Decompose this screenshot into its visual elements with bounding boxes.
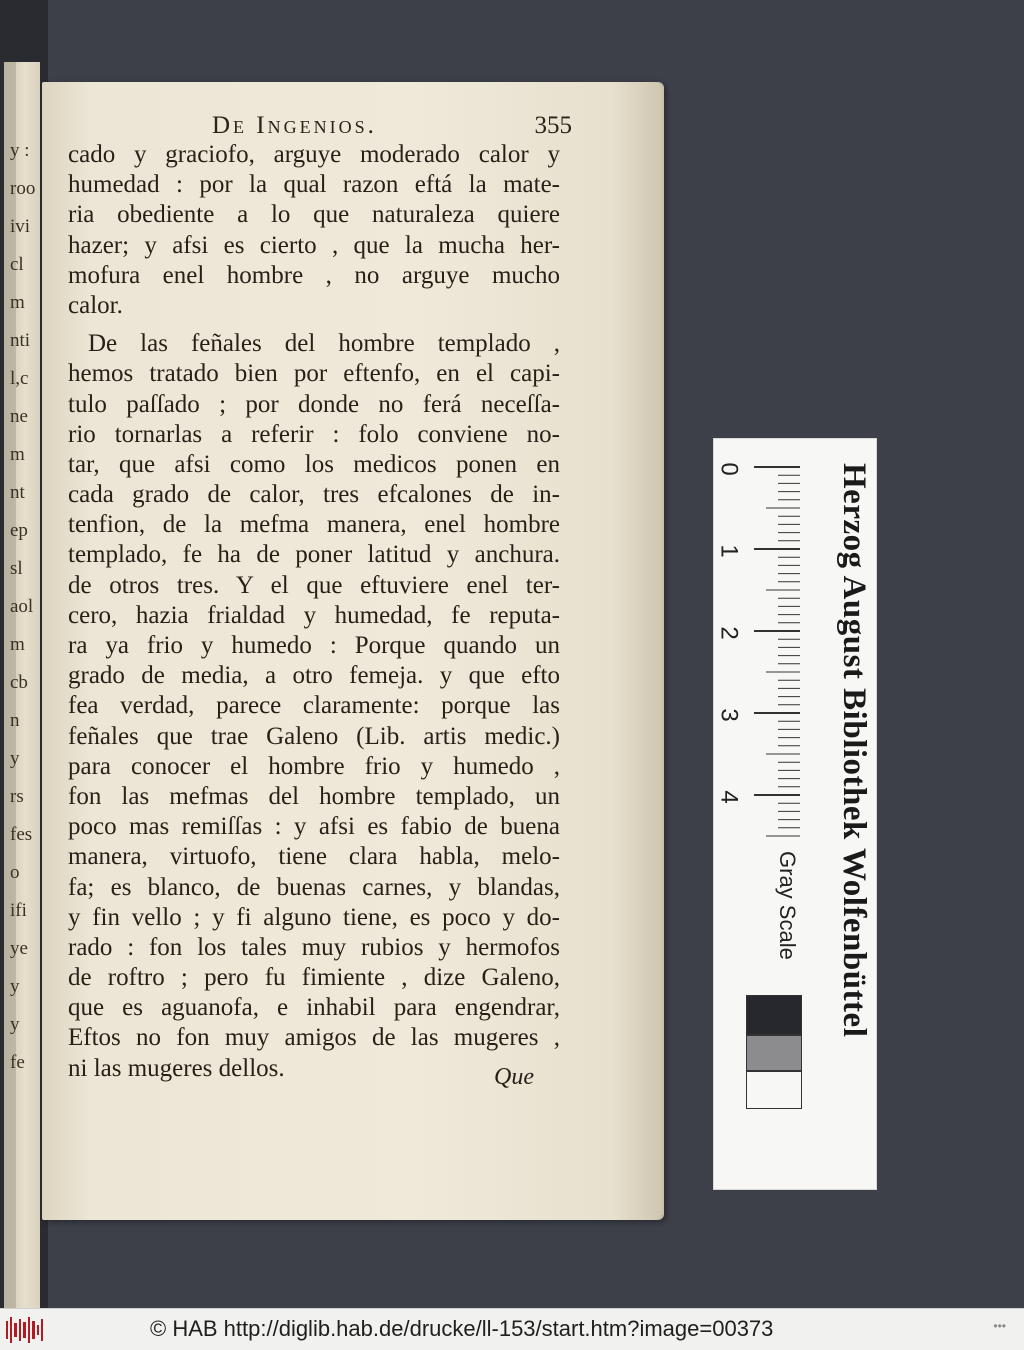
left-page-fragment: ep: [10, 520, 28, 541]
left-page-fragment: ivi: [10, 216, 31, 237]
text-line: ria obediente a lo que naturaleza quiere: [68, 201, 560, 229]
text-line: de roftro ; pero fu fimiente , dize Galeno,: [68, 964, 560, 992]
left-page-fragment: m: [10, 634, 25, 655]
text-line: rio tornarlas a referir : folo conviene no-: [68, 420, 560, 448]
text-line: feñales que trae Galeno (Lib. artis medic.): [68, 722, 560, 750]
catchword: Que: [494, 1064, 534, 1090]
text-line: y fin vello ; y fi alguno tiene, es poco y do-: [68, 903, 560, 931]
text-line: tulo paſſado ; por donde no ferá neceſſa-: [68, 390, 560, 418]
left-page-fragment: rs: [10, 786, 24, 807]
text-line: hemos tratado bien por eftenfo, en el capi-: [68, 360, 560, 388]
ruler-number: 3: [715, 708, 743, 722]
left-page-fragment: y: [10, 1014, 20, 1035]
ruler-ticks: [754, 457, 814, 877]
left-page-fragment: ifi: [10, 900, 27, 921]
page-number: 355: [534, 112, 572, 139]
running-head-title: De Ingenios.: [212, 112, 377, 139]
left-page-fragment: sl: [10, 558, 23, 579]
left-page-fragment: roo: [10, 178, 36, 199]
text-line: cero, hazia frialdad y humedad, fe reputa-: [68, 601, 560, 629]
left-page-fragment: m: [10, 292, 25, 313]
left-page-fragment: nt: [10, 482, 25, 503]
footer-credit: © HAB http://diglib.hab.de/drucke/ll-153/start.htm?image=00373: [150, 1316, 774, 1341]
text-line: humedad : por la qual razon eftá la mate-: [68, 171, 560, 199]
text-line: que es aguanofa, e inhabil para engendrar,: [68, 994, 560, 1022]
text-line: grado de media, a otro femeja. y que efto: [68, 662, 560, 690]
text-line: Eftos no fon muy amigos de las mugeres ,: [68, 1024, 560, 1052]
left-page-fragment: aol: [10, 596, 34, 617]
text-line: poco mas remiſſas : y afsi es fabio de buena: [68, 813, 560, 841]
scale-ruler: [713, 438, 877, 1190]
text-line: calor.: [68, 291, 123, 319]
footer-dots: •••: [993, 1319, 1006, 1333]
text-line: hazer; y afsi es cierto , que la mucha her-: [68, 231, 560, 259]
ruler-number: 4: [715, 790, 743, 804]
text-line: fea verdad, parece claramente: porque las: [68, 692, 560, 720]
left-page-fragment: nti: [10, 330, 31, 351]
footer-bar: [0, 1308, 1024, 1350]
left-page-fragment: ne: [10, 406, 28, 427]
text-line: manera, virtuofo, tiene clara habla, melo-: [68, 843, 560, 871]
left-page-fragment: y: [10, 748, 20, 769]
left-page-fragment: n: [10, 710, 20, 731]
left-page-fragment: ye: [10, 938, 28, 959]
hab-logo-icon: [6, 1317, 46, 1343]
text-line: de otros tres. Y el que eftuviere enel ter-: [68, 571, 560, 599]
gray-swatch-white: [746, 1071, 802, 1109]
ruler-number: 1: [715, 544, 743, 558]
left-page-fragment: y: [10, 976, 20, 997]
text-line: tar, que afsi como los medicos ponen en: [68, 450, 560, 478]
text-line: cado y graciofo, arguye moderado calor y: [68, 141, 560, 168]
text-line: rado : fon los tales muy rubios y hermofos: [68, 933, 560, 961]
left-page-fragment: y :: [10, 140, 30, 161]
left-page-fragment: fes: [10, 824, 33, 845]
text-line: para conocer el hombre frio y humedo ,: [68, 752, 560, 780]
text-line: ni las mugeres dellos.: [68, 1054, 285, 1082]
page-body-text: [68, 140, 560, 1084]
left-page-sliver: [4, 62, 40, 1308]
text-line: ra ya frio y humedo : Porque quando un: [68, 632, 560, 659]
gray-scale-label: Gray Scale: [775, 851, 800, 960]
left-page-fragment: cl: [10, 254, 24, 275]
gray-swatch-mid: [746, 1035, 802, 1071]
ruler-number: 2: [715, 626, 743, 640]
left-page-fragment: cb: [10, 672, 28, 693]
text-line: tenfion, de la mefma manera, enel hombre: [68, 511, 560, 539]
text-line: templado, fe ha de poner latitud y anchura.: [68, 541, 560, 569]
left-page-fragment: o: [10, 862, 20, 883]
text-line: De las feñales del hombre templado ,: [88, 330, 560, 358]
gray-swatch-dark: [746, 995, 802, 1035]
institution-name: Herzog August Bibliothek Wolfenbüttel: [836, 463, 872, 1038]
left-page-fragment: l,c: [10, 368, 29, 389]
left-page-fragment: fe: [10, 1052, 25, 1073]
left-page-fragment: m: [10, 444, 25, 465]
text-line: fon las mefmas del hombre templado, un: [68, 782, 560, 810]
text-line: fa; es blanco, de buenas carnes, y blandas,: [68, 873, 560, 901]
text-line: cada grado de calor, tres efcalones de in-: [68, 481, 560, 509]
text-line: mofura enel hombre , no arguye mucho: [68, 261, 560, 289]
ruler-number: 0: [715, 462, 743, 476]
